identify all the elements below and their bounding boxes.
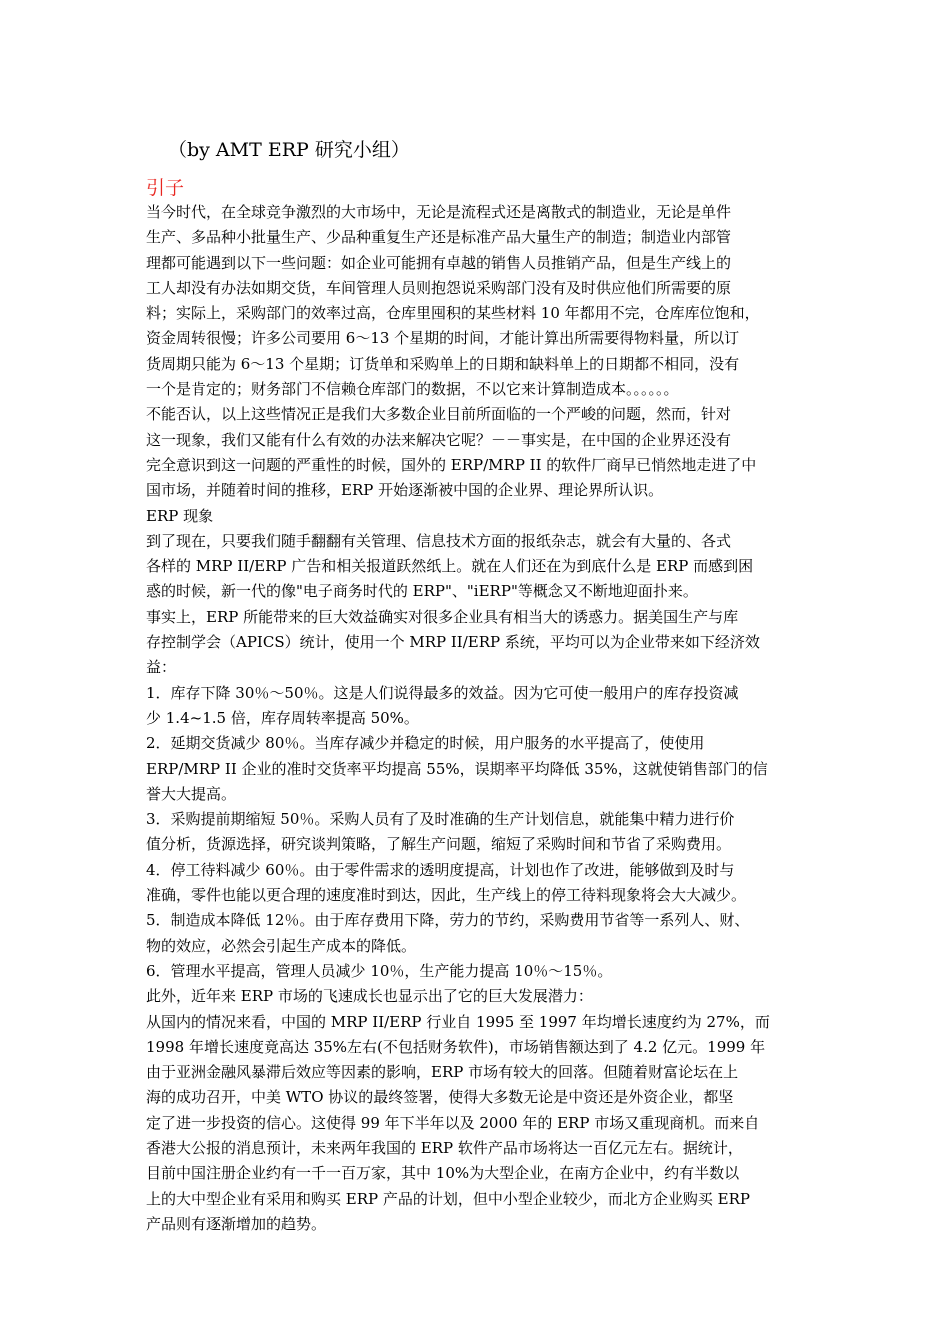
text-line: 惑的时候，新一代的像"电子商务时代的 ERP"、"iERP"等概念又不断地迎面扑来。 xyxy=(146,582,698,601)
text-line: 上的大中型企业有采用和购买 ERP 产品的计划，但中小型企业较少，而北方企业购买 ERP xyxy=(146,1189,750,1208)
text-line: 物的效应，必然会引起生产成本的降低。 xyxy=(146,936,417,955)
subheading: ERP 现象 xyxy=(146,506,214,525)
text-line: 当今时代，在全球竞争激烈的大市场中，无论是流程式还是离散式的制造业，无论是单件 xyxy=(146,203,732,221)
text-line: 香港大公报的消息预计，未来两年我国的 ERP 软件产品市场将达一百亿元左右。据统计， xyxy=(146,1138,743,1157)
text-line: 不能否认，以上这些情况正是我们大多数企业目前所面临的一个严峻的问题，然而，针对 xyxy=(146,405,732,424)
byline: （by AMT ERP 研究小组） xyxy=(168,139,410,161)
text-line: 益： xyxy=(146,658,177,677)
list-item-3: 3．采购提前期缩短 50％。采购人员有了及时准确的生产计划信息，就能集中精力进行价 xyxy=(146,810,735,829)
text-line: 存控制学会（APICS）统计，使用一个 MRP II/ERP 系统，平均可以为企业带来如下经济效 xyxy=(146,633,760,652)
text-line: 准确，零件也能以更合理的速度准时到达，因此，生产线上的停工待料现象将会大大减少。 xyxy=(146,886,747,905)
text-line: 各样的 MRP II/ERP 广告和相关报道跃然纸上。就在人们还在为到底什么是 ERP 而感到困 xyxy=(146,557,754,576)
text-line: 值分析，货源选择，研究谈判策略，了解生产问题，缩短了采购时间和节省了采购费用。 xyxy=(146,835,732,854)
text-line: 工人却没有办法如期交货，车间管理人员则抱怨说采购部门没有及时供应他们所需要的原 xyxy=(146,278,732,297)
text-line: 料；实际上，采购部门的效率过高，仓库里囤积的某些材料 10 年都用不完，仓库库位饱和， xyxy=(146,304,760,323)
text-line: 理都可能遇到以下一些问题：如企业可能拥有卓越的销售人员推销产品，但是生产线上的 xyxy=(146,253,732,272)
text-line: 从国内的情况来看，中国的 MRP II/ERP 行业自 1995 至 1997 年均增长速度约为 27%，而 xyxy=(146,1012,770,1031)
text-line: 生产、多品种小批量生产、少品种重复生产还是标准产品大量生产的制造；制造业内部管 xyxy=(146,228,732,247)
list-item-4: 4．停工待料减少 60％。由于零件需求的透明度提高，计划也作了改进，能够做到及时与 xyxy=(146,860,735,879)
text-line: 资金周转很慢；许多公司要用 6～13 个星期的时间，才能计算出所需要得物料量，所以订 xyxy=(146,329,740,348)
text-line: ERP/MRP II 企业的准时交货率平均提高 55%，误期率平均降低 35%，这就使销售部门的信 xyxy=(146,759,768,778)
text-line: 这一现象，我们又能有什么有效的办法来解决它呢？－－事实是，在中国的企业界还没有 xyxy=(146,430,732,449)
text-line: 目前中国注册企业约有一千一百万家，其中 10%为大型企业，在南方企业中，约有半数以 xyxy=(146,1164,740,1183)
text-line: 此外，近年来 ERP 市场的飞速成长也显示出了它的巨大发展潜力： xyxy=(146,987,593,1006)
list-item-6: 6．管理水平提高，管理人员减少 10％，生产能力提高 10％～15％。 xyxy=(146,961,613,980)
text-line: 货周期只能为 6～13 个星期；订货单和采购单上的日期和缺料单上的日期都不相同，没有 xyxy=(146,354,740,373)
list-item-2: 2．延期交货减少 80％。当库存减少并稳定的时候，用户服务的水平提高了，使使用 xyxy=(146,734,705,753)
body-text xyxy=(146,200,836,1237)
text-line: 由于亚洲金融风暴滞后效应等因素的影响，ERP 市场有较大的回落。但随着财富论坛在上 xyxy=(146,1063,739,1082)
text-line: 海的成功召开，中美 WTO 协议的最终签署，使得大多数无论是中资还是外资企业，都坚 xyxy=(146,1088,734,1107)
text-line: 1998 年增长速度竟高达 35%左右(不包括财务软件)，市场销售额达到了 4.2 亿元。1999 年 xyxy=(146,1037,766,1056)
text-line: 产品则有逐渐增加的趋势。 xyxy=(146,1214,327,1233)
text-line: 完全意识到这一问题的严重性的时候，国外的 ERP/MRP II 的软件厂商早已悄然地走进了中 xyxy=(146,455,757,474)
text-line: 事实上，ERP 所能带来的巨大效益确实对很多企业具有相当大的诱惑力。据美国生产与库 xyxy=(146,607,739,626)
text-line: 定了进一步投资的信心。这使得 99 年下半年以及 2000 年的 ERP 市场又重现商机。而来自 xyxy=(146,1113,760,1132)
text-line: 国市场，并随着时间的推移，ERP 开始逐渐被中国的企业界、理论界所认识。 xyxy=(146,481,664,500)
text-line: 少 1.4~1.5 倍，库存周转率提高 50%。 xyxy=(146,708,419,727)
text-line: 到了现在，只要我们随手翻翻有关管理、信息技术方面的报纸杂志，就会有大量的、各式 xyxy=(146,531,732,550)
text-line: 誉大大提高。 xyxy=(146,784,237,803)
list-item-5: 5．制造成本降低 12％。由于库存费用下降，劳力的节约，采购费用节省等一系列人、财、 xyxy=(146,911,750,930)
list-item-1: 1．库存下降 30％～50％。这是人们说得最多的效益。因为它可使一般用户的库存投资减 xyxy=(146,683,739,702)
section-heading: 引子 xyxy=(146,177,185,199)
text-line: 一个是肯定的；财务部门不信赖仓库部门的数据，不以它来计算制造成本。。。。。。 xyxy=(146,380,679,399)
